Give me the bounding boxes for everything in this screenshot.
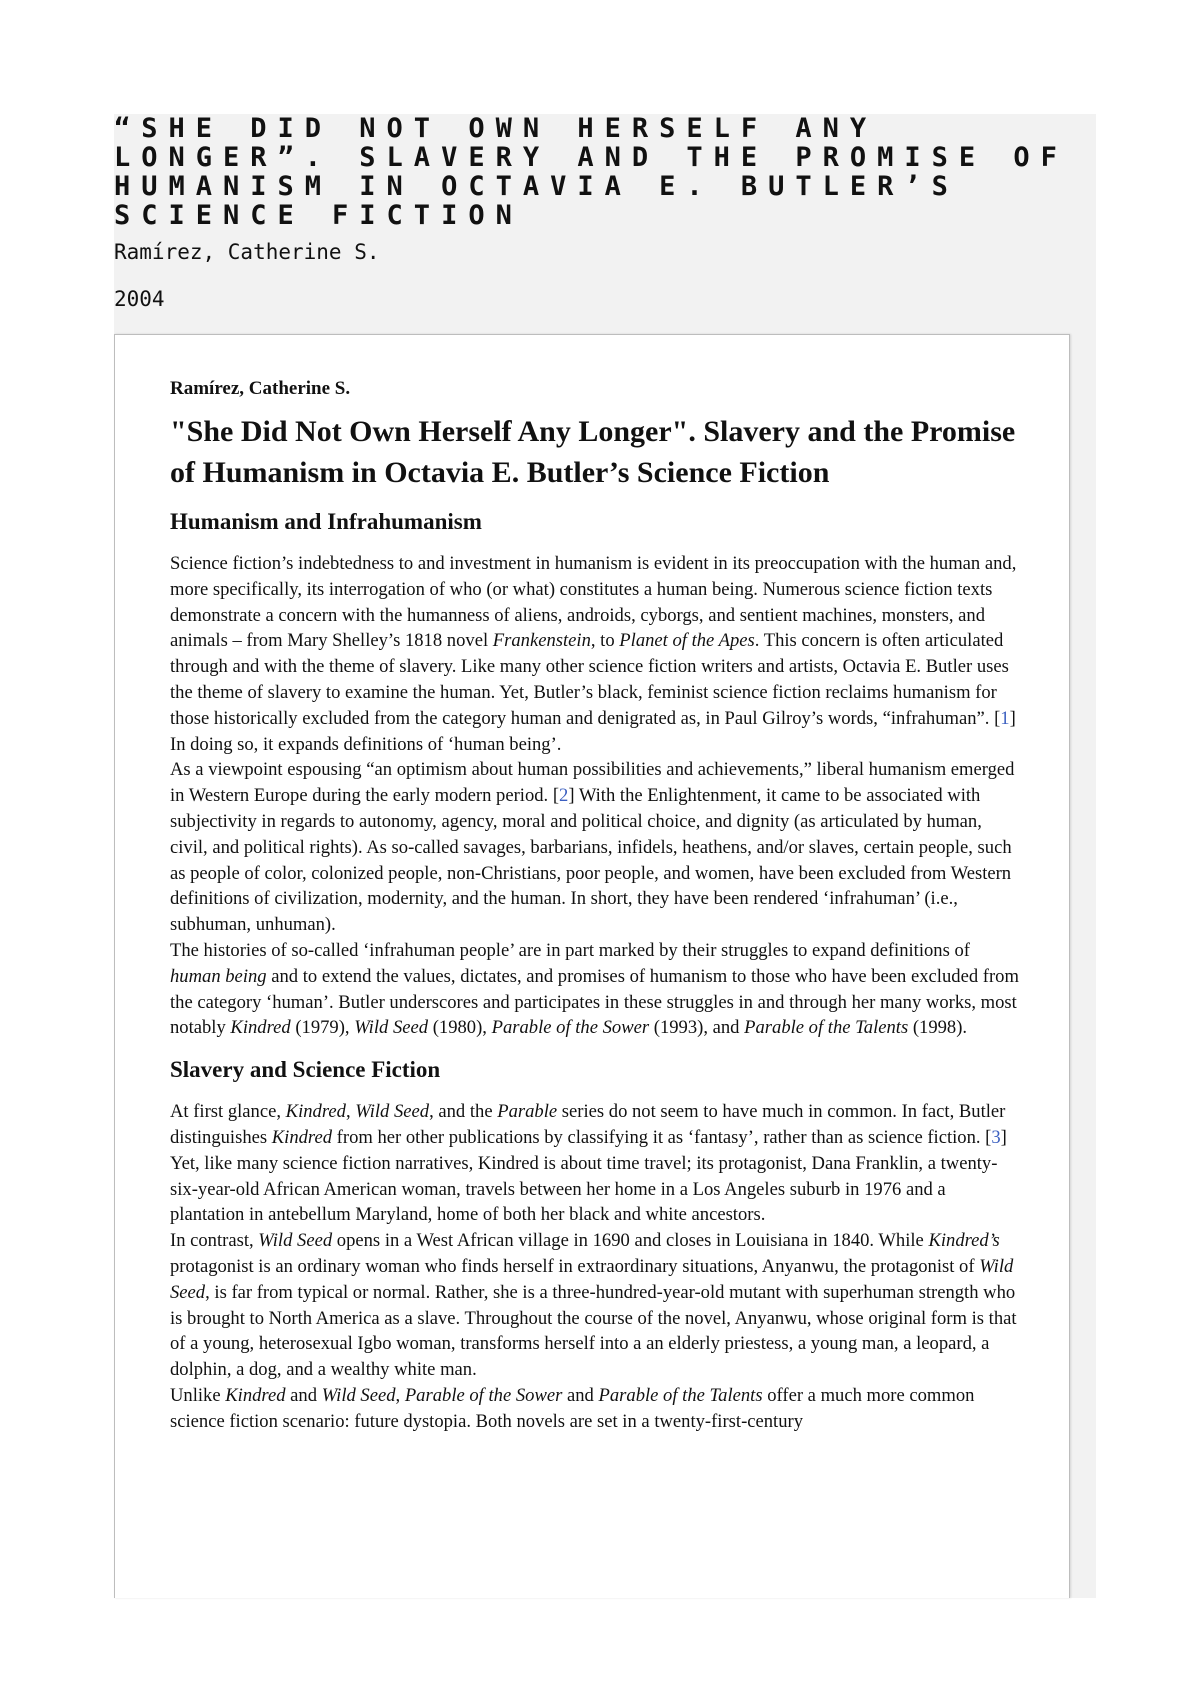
article-author: Ramírez, Catherine S. (170, 378, 351, 399)
record-year: 2004 (114, 287, 165, 311)
record-title: “SHE DID NOT OWN HERSELF ANY LONGER”. SLAVERY AND THE PROMISE OF HUMANISM IN OCTAVIA E. BUTLER’S SCIENCE FICTION (114, 113, 1068, 231)
paragraph: In contrast, Wild Seed opens in a West African village in 1690 and closes in Louisiana in 1840. While Kindred’s protagonist is an ordinary woman who finds herself in extraordinary situations, Anyanwu, the protagonist of Wild Seed, is far from typical or normal. Rather, she is a three-hundred-year-old mutant with superhuman strength who is brought to North America as a slave. Throughout the course of the novel, Anyanwu, whose original form is that of a young, heterosexual Igbo woman, transforms herself into a an elderly priestess, a young man, a leopard, a dolphin, a dog, and a wealthy white man. (170, 1230, 1017, 1381)
footnote-link-3[interactable]: 3 (991, 1126, 1001, 1148)
paragraph: Unlike Kindred and Wild Seed, Parable of the Sower and Parable of the Talents offer a much more common science fiction scenario: future dystopia. Both novels are set in a twenty-first-century (170, 1384, 975, 1432)
footnote-link-2[interactable]: 2 (559, 785, 569, 807)
footnote-link-1[interactable]: 1 (1000, 707, 1010, 729)
document-page[interactable] (114, 334, 1070, 1598)
article-title: "She Did Not Own Herself Any Longer". Slavery and the Promise of Humanism in Octavia E. Butler’s Science Fiction (170, 415, 1016, 489)
record-author: Ramírez, Catherine S. (114, 240, 380, 264)
paragraph: Science fiction’s indebtedness to and investment in humanism is evident in its preoccupation with the human and, more specifically, its interrogation of who (or what) constitutes a human being. Numerous science fiction texts demonstrate a concern with the humanness of aliens, androids, cyborgs, and sentient machines, monsters, and animals – from Mary Shelley’s 1818 novel Frankenstein, to Planet of the Apes. This concern is often articulated through and with the theme of slavery. Like many other science fiction writers and artists, Octavia E. Butler uses the theme of slavery to examine the human. Yet, Butler’s black, feminist science fiction reclaims humanism for those historically excluded from the category human and denigrated as, in Paul Gilroy’s words, “infrahuman”. [1] In doing so, it expands definitions of ‘human being’. (170, 553, 1017, 755)
document-content (170, 377, 1020, 1435)
section-heading-slavery: Slavery and Science Fiction (170, 1057, 441, 1083)
paragraph: The histories of so-called ‘infrahuman people’ are in part marked by their struggles to expand definitions of human being and to extend the values, dictates, and promises of humanism to those who have been excluded from the category ‘human’. Butler underscores and participates in these struggles in and through her many works, most notably Kindred (1979), Wild Seed (1980), Parable of the Sower (1993), and Parable of the Talents (1998). (170, 939, 1019, 1039)
paragraph: As a viewpoint espousing “an optimism about human possibilities and achievements,” liberal humanism emerged in Western Europe during the early modern period. [2] With the Enlightenment, it came to be associated with subjectivity in regards to autonomy, agency, moral and political choice, and dignity (as articulated by human, civil, and political rights). As so-called savages, barbarians, infidels, heathens, and/or slaves, certain people, such as people of color, colonized people, non-Christians, poor people, and women, have been excluded from Western definitions of civilization, modernity, and the human. In short, they have been rendered ‘infrahuman’ (i.e., subhuman, unhuman). (170, 759, 1015, 936)
section-heading-humanism: Humanism and Infrahumanism (170, 509, 482, 534)
paragraph: At first glance, Kindred, Wild Seed, and the Parable series do not seem to have much in common. In fact, Butler distinguishes Kindred from her other publications by classifying it as ‘fantasy’, rather than as science fiction. [3] Yet, like many science fiction narratives, Kindred is about time travel; its protagonist, Dana Franklin, a twenty-six-year-old African American woman, travels between her home in a Los Angeles suburb in 1976 and a plantation in antebellum Maryland, home of both her black and white ancestors. (170, 1101, 1007, 1226)
